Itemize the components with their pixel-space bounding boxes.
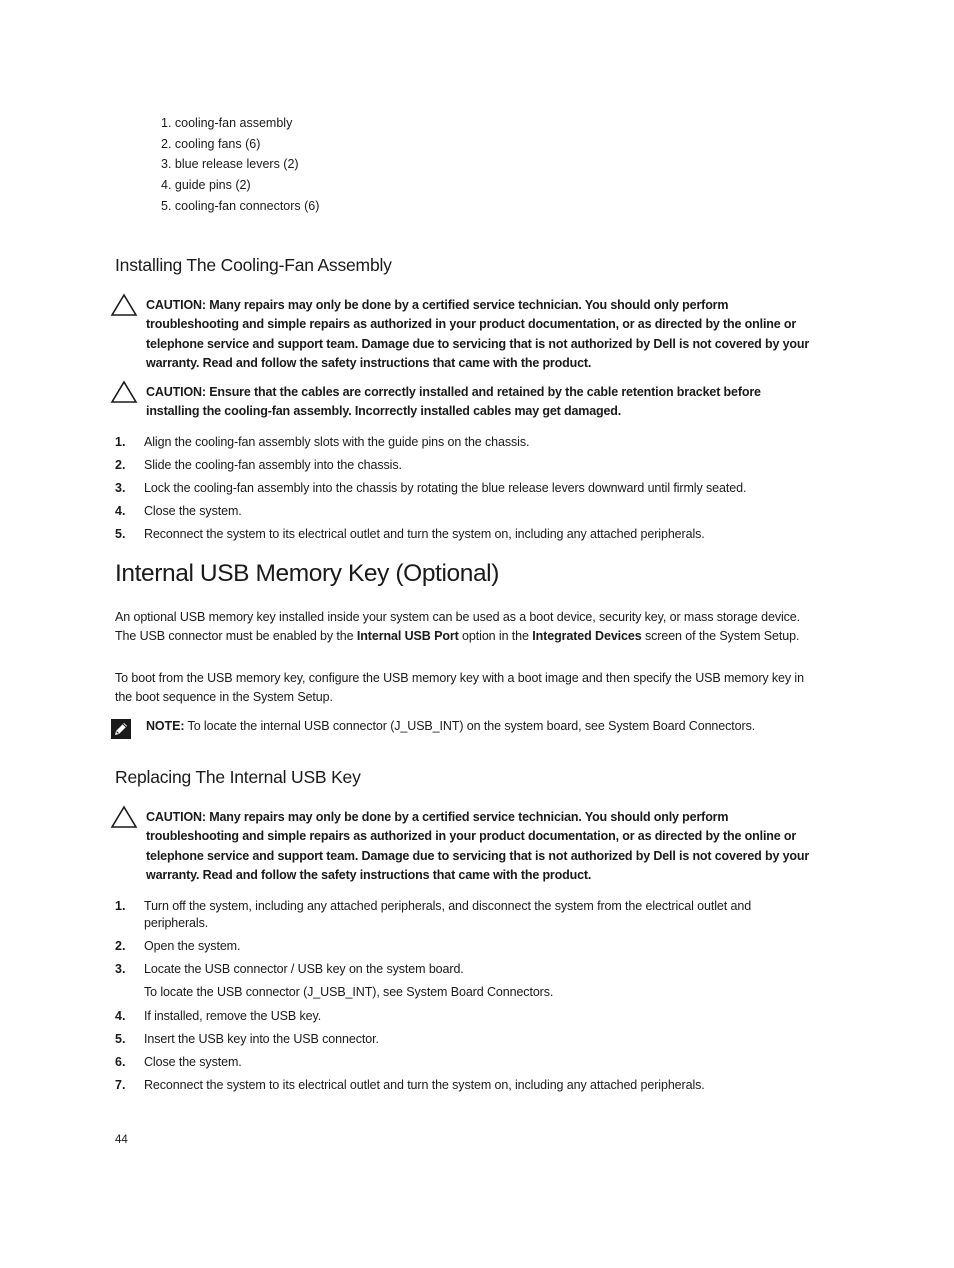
caution-text: CAUTION: Many repairs may only be done by a certified service technician. You should only perform troubleshooting and simple repairs as authorized in your product documentation, or as directed by the online or telephone service and support team. Damage due to servicing that is not authorized by Dell is not covered by your warranty. Read and follow the safety instructions that came with the product. xyxy=(146,810,810,882)
caution-text: CAUTION: Many repairs may only be done by a certified service technician. You should only perform troubleshooting and simple repairs as authorized in your product documentation, or as directed by the online or telephone service and support team. Damage due to servicing that is not authorized by Dell is not covered by your warranty. Read and follow the safety instructions that came with the product. xyxy=(146,298,810,370)
step-number: 2. xyxy=(115,939,126,953)
step-text: Close the system. xyxy=(144,504,242,518)
figure-legend-list xyxy=(161,113,319,216)
step-number: 5. xyxy=(115,527,126,541)
usb-boot-paragraph: To boot from the USB memory key, configure the USB memory key with a boot image and then specify the USB memory key in the boot sequence in the System Setup. xyxy=(115,671,804,705)
step-number: 3. xyxy=(115,481,126,495)
note-body: To locate the internal USB connector (J_USB_INT) on the system board, see System Board Connectors. xyxy=(184,719,756,733)
chapter-title-internal-usb-memory-key: Internal USB Memory Key (Optional) xyxy=(115,560,499,587)
page-number: 44 xyxy=(115,1134,128,1146)
section-heading-installing-cooling-fan: Installing The Cooling-Fan Assembly xyxy=(115,255,392,275)
step-number: 5. xyxy=(115,1032,126,1046)
step-number: 2. xyxy=(115,458,126,472)
step-number: 1. xyxy=(115,435,126,449)
step-text: Lock the cooling-fan assembly into the chassis by rotating the blue release levers downward until firmly seated. xyxy=(144,481,747,495)
note-label: NOTE: xyxy=(146,719,185,733)
internal-usb-port-term: Internal USB Port xyxy=(356,629,459,644)
step-number: 6. xyxy=(115,1055,126,1069)
step-text: Slide the cooling-fan assembly into the chassis. xyxy=(144,458,402,472)
caution-icon xyxy=(110,380,138,404)
pencil-note-icon xyxy=(111,719,131,739)
step-text: Reconnect the system to its electrical outlet and turn the system on, including any attached peripherals. xyxy=(144,527,705,541)
legend-item: 5. cooling-fan connectors (6) xyxy=(161,198,320,213)
step-text: Turn off the system, including any attached peripherals, and disconnect the system from the electrical outlet and peripherals. xyxy=(144,899,752,930)
usb-intro-paragraph xyxy=(115,608,810,647)
step-subtext-text: To locate the USB connector (J_USB_INT), see System Board Connectors. xyxy=(144,985,554,999)
legend-item: 4. guide pins (2) xyxy=(161,178,251,193)
step-text: Locate the USB connector / USB key on the system board. xyxy=(144,962,464,976)
step-text: Reconnect the system to its electrical outlet and turn the system on, including any attached peripherals. xyxy=(144,1078,705,1092)
paragraph-text: An optional USB memory key installed inside your system can be used as a boot device, security key, or mass storage device. The USB connector must be enabled by the xyxy=(115,610,801,644)
legend-item: 3. blue release levers (2) xyxy=(161,157,299,172)
note-text xyxy=(146,717,810,736)
step-number: 3. xyxy=(115,962,126,976)
step-number: 7. xyxy=(115,1078,126,1092)
legend-item: 2. cooling fans (6) xyxy=(161,136,261,151)
integrated-devices-term: Integrated Devices xyxy=(532,629,642,644)
section-heading-replacing-usb-key: Replacing The Internal USB Key xyxy=(115,767,361,787)
step-text: Close the system. xyxy=(144,1055,242,1069)
caution-text: CAUTION: Ensure that the cables are correctly installed and retained by the cable retention bracket before installing the cooling-fan assembly. Incorrectly installed cables may get damaged. xyxy=(146,385,761,419)
caution-icon xyxy=(110,805,138,829)
step-number: 4. xyxy=(115,1009,126,1023)
step-text: Open the system. xyxy=(144,939,241,953)
step-text: Insert the USB key into the USB connector. xyxy=(144,1032,379,1046)
step-text: Align the cooling-fan assembly slots with the guide pins on the chassis. xyxy=(144,435,530,449)
step-text: If installed, remove the USB key. xyxy=(144,1009,322,1023)
step-number: 4. xyxy=(115,504,126,518)
paragraph-text: option in the xyxy=(458,629,533,644)
caution-icon xyxy=(110,293,138,317)
legend-item: 1. cooling-fan assembly xyxy=(161,116,293,130)
paragraph-text: screen of the System Setup. xyxy=(641,629,800,644)
step-number: 1. xyxy=(115,899,126,913)
